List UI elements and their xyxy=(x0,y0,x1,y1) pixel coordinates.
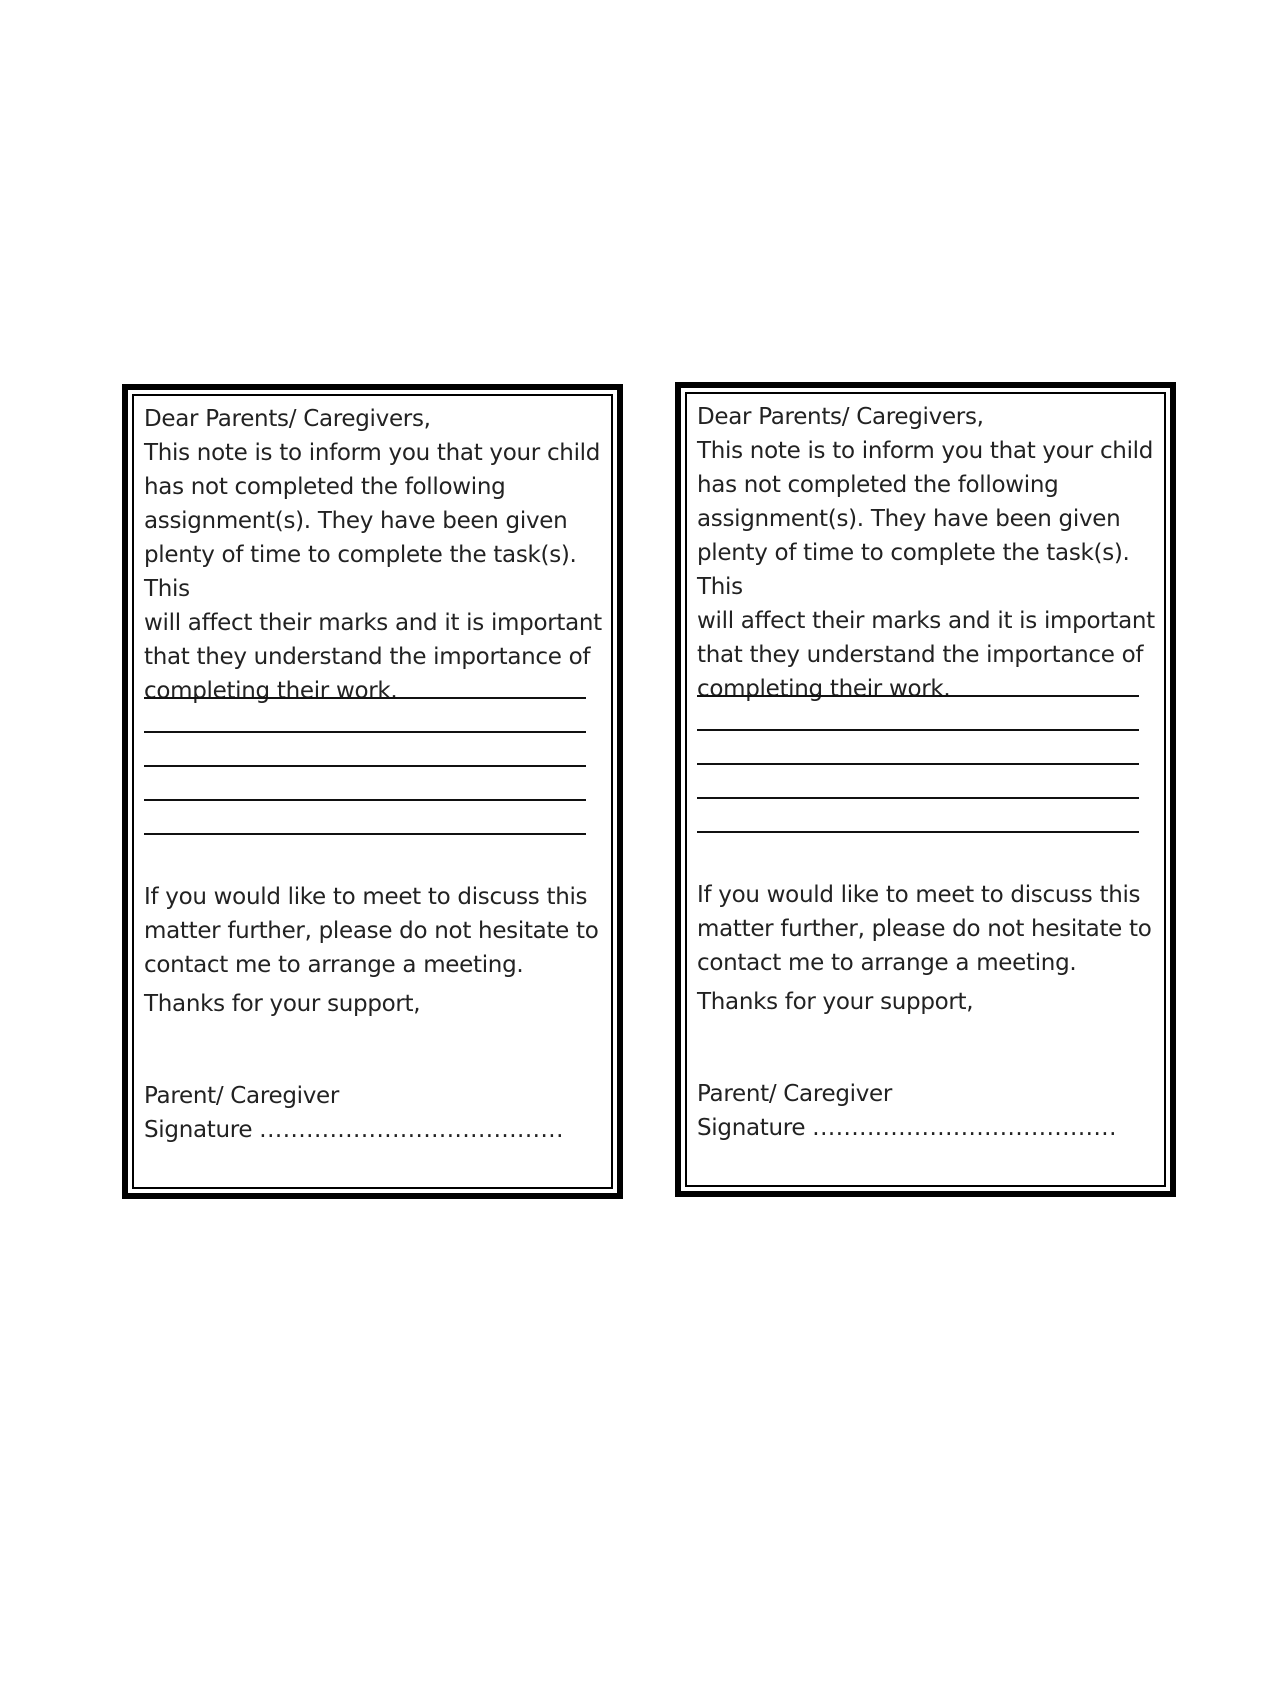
blank-line xyxy=(144,765,586,767)
note-greeting: Dear Parents/ Caregivers, xyxy=(697,404,984,430)
incomplete-work-note-right xyxy=(675,382,1176,1197)
blank-writing-lines xyxy=(697,695,1139,871)
signature-label: Parent/ Caregiver xyxy=(144,1083,340,1109)
blank-line xyxy=(697,831,1139,833)
note-meeting-text: If you would like to meet to discuss this matter further, please do not hesitate to contact me to arrange a meeting. xyxy=(697,882,1152,976)
blank-line xyxy=(144,731,586,733)
note-thanks: Thanks for your support, xyxy=(697,989,974,1015)
blank-line xyxy=(697,695,1139,697)
blank-line xyxy=(144,799,586,801)
blank-line xyxy=(144,833,586,835)
signature-word: Signature xyxy=(144,1117,253,1143)
signature-dotted-line: ....................................... xyxy=(812,1115,1117,1141)
note-meeting-text: If you would like to meet to discuss this matter further, please do not hesitate to contact me to arrange a meeting. xyxy=(144,884,599,978)
note-greeting: Dear Parents/ Caregivers, xyxy=(144,406,431,432)
signature-dotted-line: ....................................... xyxy=(259,1117,564,1143)
blank-line xyxy=(144,697,586,699)
note-thanks: Thanks for your support, xyxy=(144,991,421,1017)
incomplete-work-note-left xyxy=(122,384,623,1199)
blank-line xyxy=(697,797,1139,799)
signature-word: Signature xyxy=(697,1115,806,1141)
blank-line xyxy=(697,763,1139,765)
blank-writing-lines xyxy=(144,697,586,873)
signature-row xyxy=(697,1111,1157,1145)
note-body: This note is to inform you that your child has not completed the following assignment(s). They have been given plenty of time to complete the task(s). This will affect their marks and it is important that they understand the importance of completing their work. xyxy=(697,438,1155,702)
note-body: This note is to inform you that your child has not completed the following assignment(s). They have been given plenty of time to complete the task(s). This will affect their marks and it is important that they understand the importance of completing their work. xyxy=(144,440,602,704)
signature-label: Parent/ Caregiver xyxy=(697,1081,893,1107)
blank-line xyxy=(697,729,1139,731)
signature-row xyxy=(144,1113,604,1147)
